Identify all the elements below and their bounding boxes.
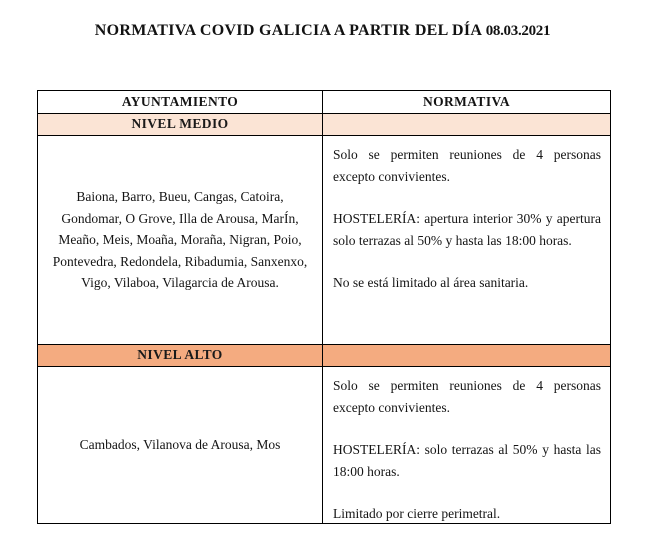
ayuntamientos-nivel-alto: Cambados, Vilanova de Arousa, Mos — [38, 367, 323, 523]
document-title — [0, 22, 645, 40]
normativa-paragraph: Limitado por cierre perimetral. — [333, 506, 501, 521]
normativa-paragraph: Solo se permiten reuniones de 4 personas excepto convivientes. — [333, 378, 601, 415]
title-text: NORMATIVA COVID GALICIA A PARTIR DEL DÍA — [94, 22, 482, 39]
header-ayuntamiento: AYUNTAMIENTO — [38, 91, 323, 113]
band-nivel-alto — [38, 344, 610, 366]
normativa-nivel-medio — [323, 136, 610, 344]
nivel-medio-label: NIVEL MEDIO — [38, 114, 323, 135]
normativa-paragraph: Solo se permiten reuniones de 4 personas excepto convivientes. — [333, 147, 601, 184]
normativa-nivel-alto — [323, 367, 610, 523]
nivel-alto-band-spacer — [323, 345, 610, 366]
row-nivel-alto — [38, 366, 610, 523]
title-date: 08.03.2021 — [485, 23, 551, 39]
ayuntamientos-nivel-medio: Baiona, Barro, Bueu, Cangas, Catoira, Gondomar, O Grove, Illa de Arousa, MarÍn, Meaño, Meis, Moaña, Moraña, Nigran, Poio, Pontevedra, Redondela, Ribadumia, Sanxenxo, Vigo, Vilaboa, Vilagarcia de Arousa. — [38, 136, 323, 344]
nivel-alto-label: NIVEL ALTO — [38, 345, 323, 366]
normativa-paragraph: HOSTELERÍA: apertura interior 30% y apertura solo terrazas al 50% y hasta las 18:00 horas. — [333, 211, 601, 248]
nivel-medio-band-spacer — [323, 114, 610, 135]
covid-table — [37, 90, 611, 524]
band-nivel-medio — [38, 113, 610, 135]
row-nivel-medio — [38, 135, 610, 344]
header-normativa: NORMATIVA — [422, 94, 511, 109]
normativa-paragraph: HOSTELERÍA: solo terrazas al 50% y hasta las 18:00 horas. — [333, 442, 601, 479]
table-header-row — [38, 91, 610, 113]
normativa-paragraph: No se está limitado al área sanitaria. — [333, 275, 529, 290]
